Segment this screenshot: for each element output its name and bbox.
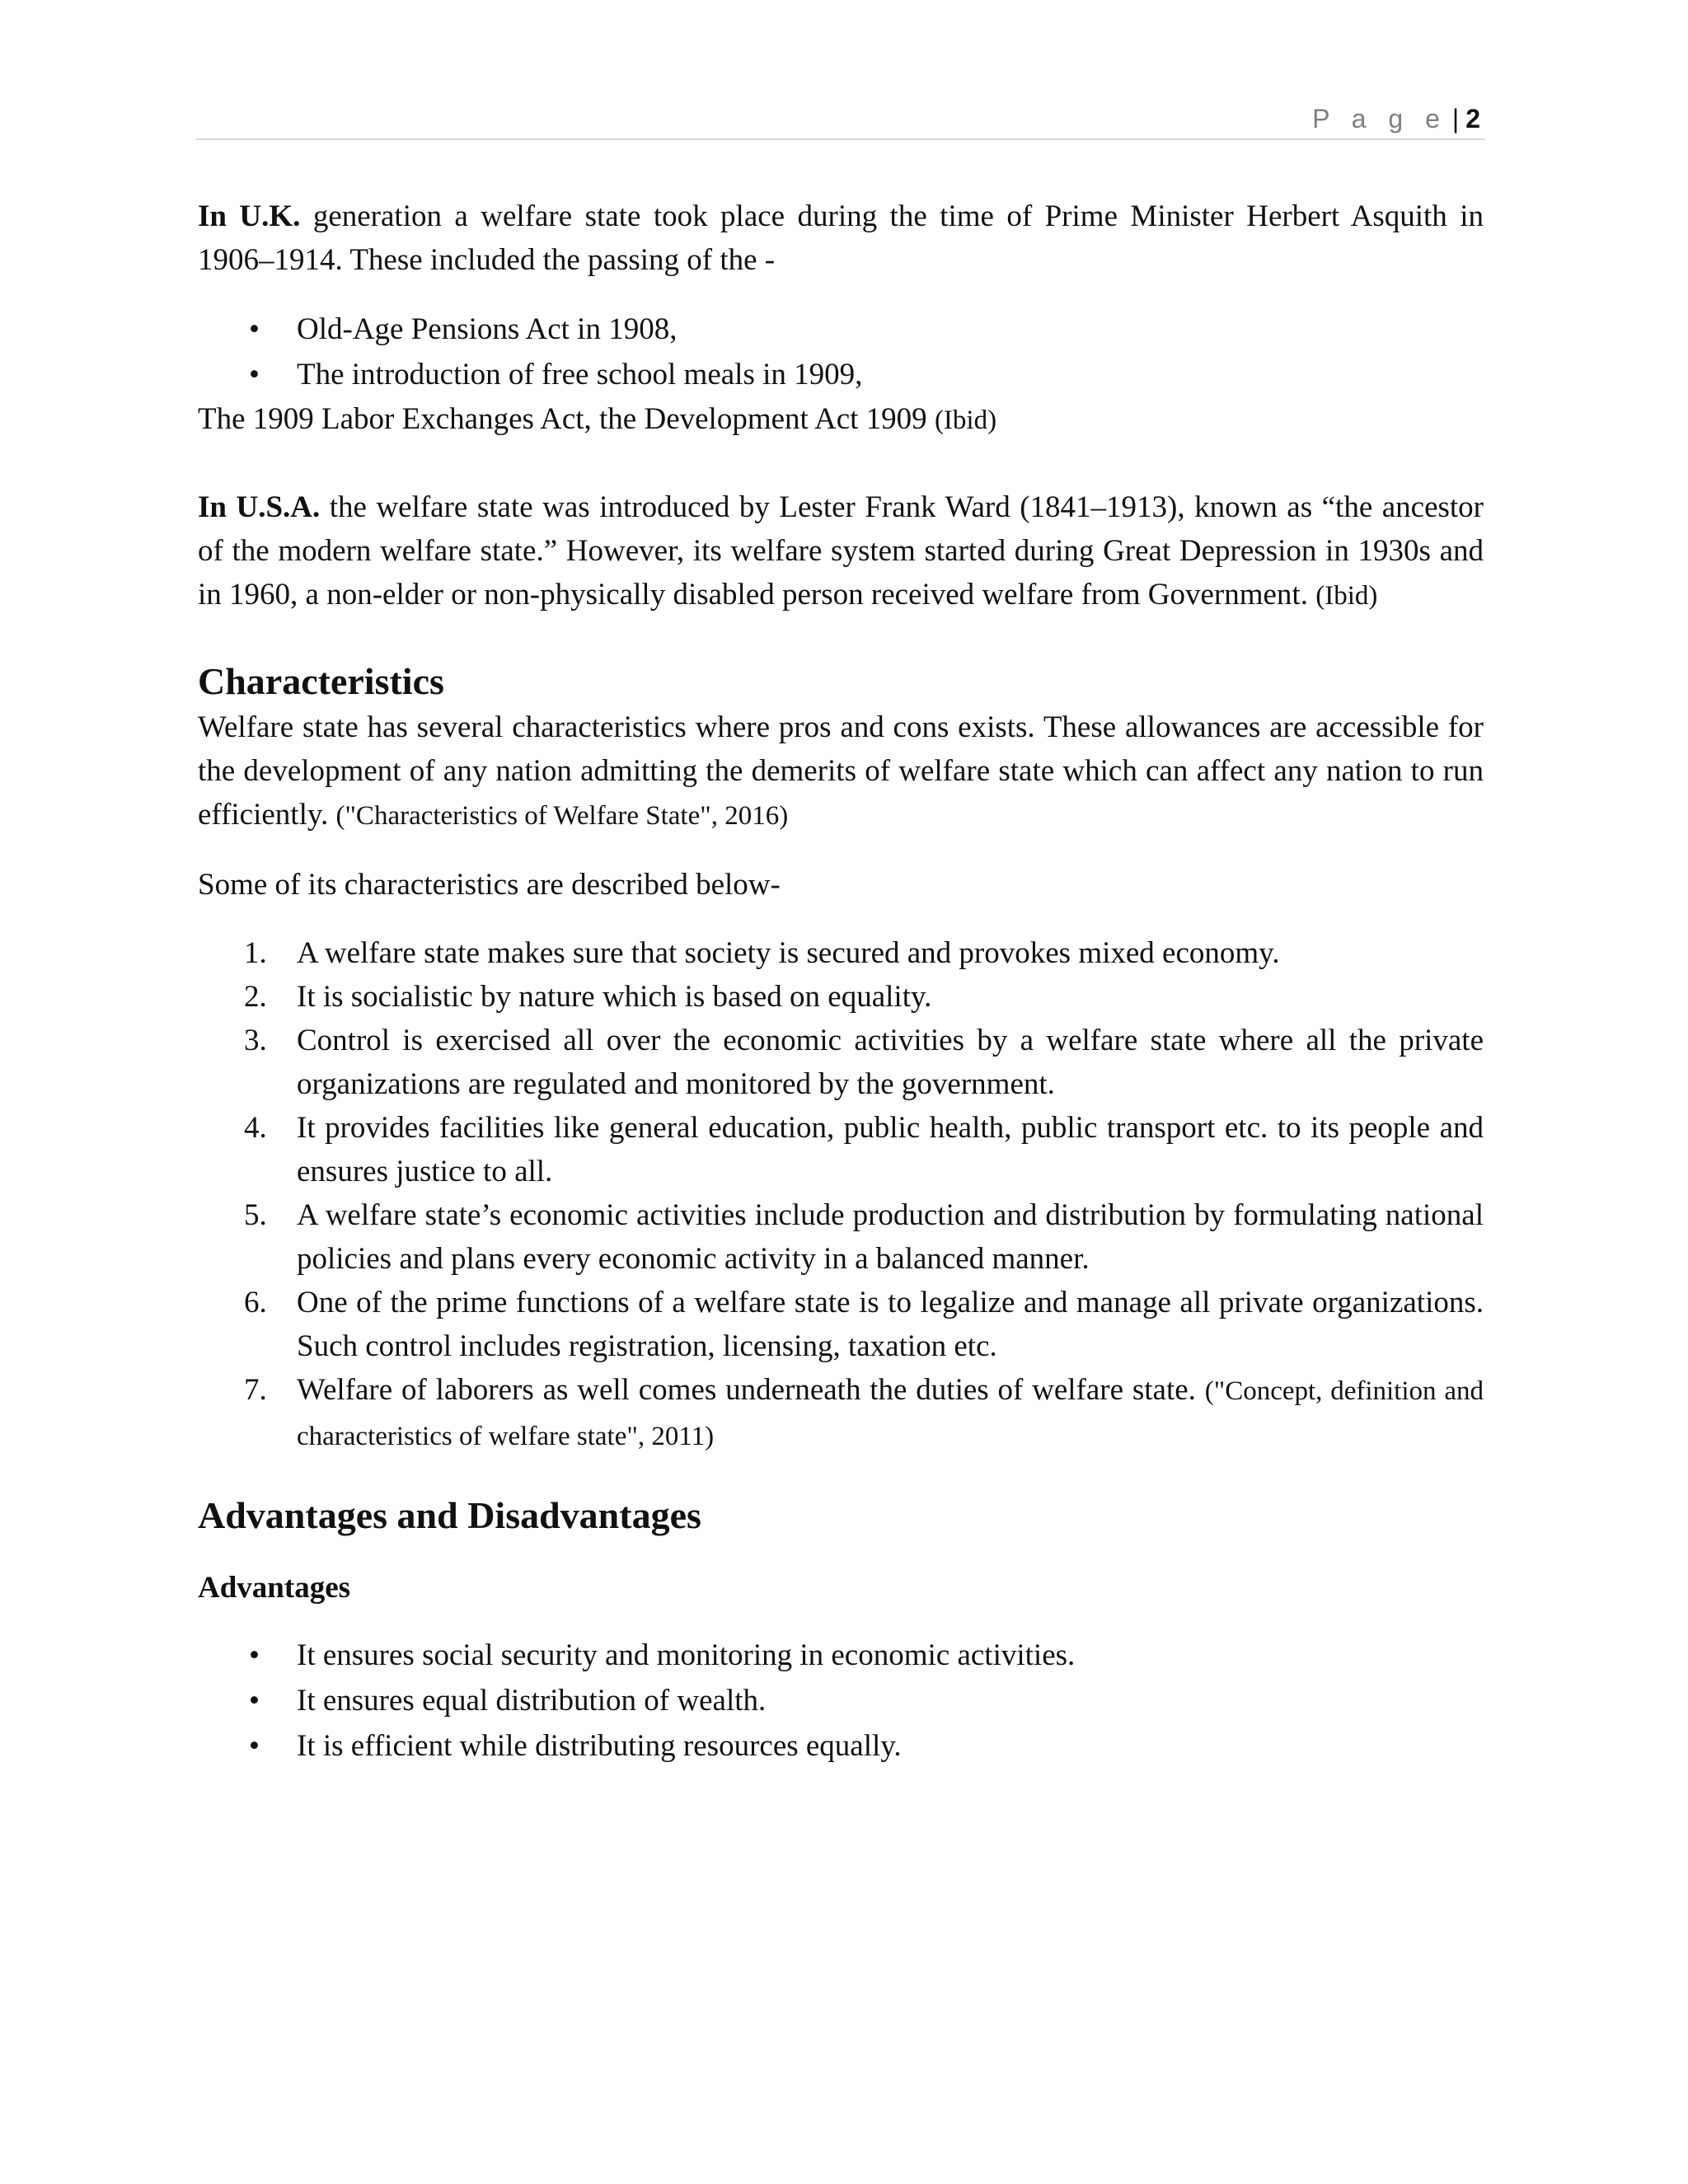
list-item: • It ensures equal distribution of wealth. [198,1678,1484,1723]
advantages-list [198,1633,1484,1769]
bullet-icon: • [249,358,260,391]
list-item: • Old-Age Pensions Act in 1908, [198,307,1484,352]
uk-text: generation a welfare state took place during the time of Prime Minister Herbert Asquith in 1906–1914. These included the passing of the - [198,199,1484,277]
uk-lead: In U.K. [198,199,301,233]
bullet-icon: • [249,1684,260,1718]
advantages-heading: Advantages [198,1571,351,1605]
uk-after-paragraph: The 1909 Labor Exchanges Act, the Development Act 1909 (Ibid) [198,402,997,436]
list-item: • It is efficient while distributing resources equally. [198,1723,1484,1769]
list-item: 7. Welfare of laborers as well comes underneath the duties of welfare state. ("Concept, definition and characteristics of welfare state", 2011) [244,1373,1484,1451]
uk-paragraph [198,194,1484,282]
page-header [196,99,1485,140]
usa-paragraph [198,485,1484,618]
citation: ("Characteristics of Welfare State", 2016) [335,801,789,831]
characteristics-heading: Characteristics [198,660,444,702]
bullet-icon: • [249,312,260,346]
advantages-disadvantages-heading: Advantages and Disadvantages [198,1494,701,1536]
citation: (Ibid) [1315,581,1378,611]
list-item: • The introduction of free school meals in 1909, [198,352,1484,397]
document-body [198,194,1484,1769]
list-item: 1. A welfare state makes sure that society is secured and provokes mixed economy. [244,936,1280,970]
citation: (Ibid) [934,405,997,435]
list-item: 3. Control is exercised all over the economic activities by a welfare state where all the private organizations are regulated and monitored by the government. [244,1024,1484,1101]
characteristics-lead-in: Some of its characteristics are described below- [198,868,781,902]
citation: ("Concept, definition and characteristics of welfare state", 2011) [297,1376,1484,1451]
page-separator: | [1451,104,1460,134]
usa-text: the welfare state was introduced by Lester Frank Ward (1841–1913), known as “the ancestor of the modern welfare state.” However, its welfare system started during Great Depression in 1930s and in 1960, a non-elder or non-physically disabled person received welfare from Government. [198,490,1484,612]
list-item: 5. A welfare state’s economic activities include production and distribution by formulating national policies and plans every economic activity in a balanced manner. [244,1198,1484,1276]
page-number-label [1312,99,1480,138]
list-item: 4. It provides facilities like general education, public health, public transport etc. to its people and ensures justice to all. [244,1111,1484,1188]
list-item: 6. One of the prime functions of a welfare state is to legalize and manage all private organizations. Such control includes registration, licensing, taxation etc. [244,1286,1484,1363]
usa-lead: In U.S.A. [198,490,321,524]
bullet-icon: • [249,1638,260,1672]
characteristics-intro: Welfare state has several characteristics where pros and cons exists. These allowances are accessible for the development of any nation admitting the demerits of welfare state which can affect any nation to run efficiently. ("Characteristics of Welfare State", 2016) [198,710,1484,832]
list-item: 2. It is socialistic by nature which is based on equality. [244,980,932,1014]
page-word: P a g e [1312,104,1447,134]
page-number: 2 [1465,104,1480,134]
characteristics-list [198,931,1484,1459]
uk-acts-list [198,307,1484,397]
list-item: • It ensures social security and monitoring in economic activities. [198,1633,1484,1678]
bullet-icon: • [249,1729,260,1763]
